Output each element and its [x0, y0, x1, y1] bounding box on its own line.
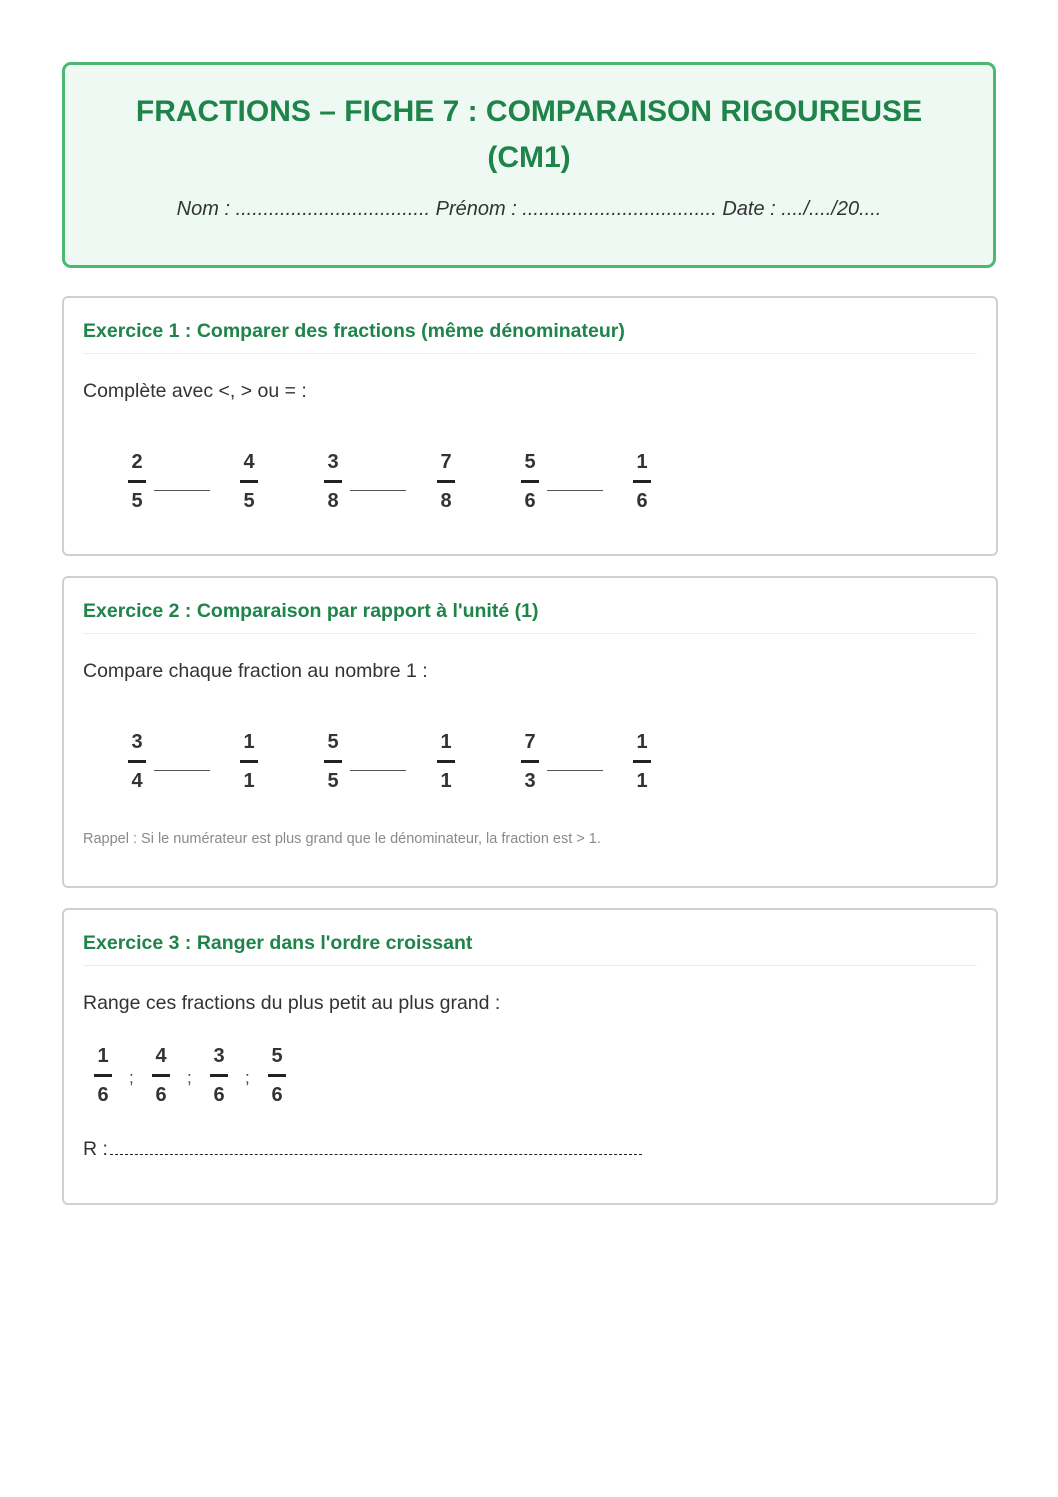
fraction: [92, 1044, 114, 1107]
numerator: 1: [440, 731, 452, 753]
exercise-3-title: Exercice 3 : Ranger dans l'ordre croissant: [83, 932, 977, 966]
separator: ;: [187, 1068, 192, 1087]
fraction: [126, 730, 148, 793]
denominator: 6: [97, 1083, 109, 1106]
exercise-1-comparisons: [64, 450, 996, 520]
comparison-blank[interactable]: [154, 770, 210, 771]
fraction: [322, 450, 344, 513]
answer-label: R :: [83, 1138, 108, 1160]
numerator: 3: [327, 451, 339, 473]
numerator: 7: [440, 451, 452, 473]
fraction: [519, 730, 541, 793]
header-box: [62, 62, 996, 268]
fraction: [322, 730, 344, 793]
numerator: 5: [524, 451, 536, 473]
fraction: [238, 450, 260, 513]
fraction-bar: [268, 1074, 286, 1077]
comparison-blank[interactable]: [547, 770, 603, 771]
numerator: 7: [524, 731, 536, 753]
numerator: 1: [243, 731, 255, 753]
page-title: FRACTIONS – FICHE 7 : COMPARAISON RIGOUREUSE (CM1): [135, 95, 923, 174]
denominator: 8: [327, 489, 339, 512]
fraction-bar: [521, 760, 539, 763]
numerator: 5: [327, 731, 339, 753]
exercise-2-card: [62, 576, 998, 888]
denominator: 1: [440, 769, 452, 792]
fraction-bar: [324, 480, 342, 483]
fraction-bar: [240, 480, 258, 483]
denominator: 3: [524, 769, 536, 792]
denominator: 1: [243, 769, 255, 792]
exercise-2-instruction: Compare chaque fraction au nombre 1 :: [83, 660, 428, 682]
numerator: 1: [636, 451, 648, 473]
fraction-bar: [94, 1074, 112, 1077]
fractions-to-order: [64, 1044, 996, 1114]
fraction-bar: [633, 480, 651, 483]
denominator: 6: [524, 489, 536, 512]
fraction: [631, 450, 653, 513]
numerator: 4: [155, 1045, 167, 1067]
denominator: 8: [440, 489, 452, 512]
fraction: [631, 730, 653, 793]
exercise-2-title: Exercice 2 : Comparaison par rapport à l'unité (1): [83, 600, 977, 634]
exercise-3-card: [62, 908, 998, 1205]
numerator: 1: [636, 731, 648, 753]
denominator: 6: [636, 489, 648, 512]
numerator: 3: [213, 1045, 225, 1067]
fraction-bar: [128, 480, 146, 483]
exercise-3-instruction: Range ces fractions du plus petit au plus grand :: [83, 992, 501, 1014]
fraction-bar: [324, 760, 342, 763]
numerator: 3: [131, 731, 143, 753]
numerator: 5: [271, 1045, 283, 1067]
fraction: [208, 1044, 230, 1107]
answer-row: [83, 1138, 642, 1161]
fraction-bar: [437, 480, 455, 483]
fraction-bar: [633, 760, 651, 763]
comparison-blank[interactable]: [154, 490, 210, 491]
fraction-bar: [437, 760, 455, 763]
exercise-1-card: [62, 296, 998, 556]
denominator: 4: [131, 769, 143, 792]
fraction: [435, 450, 457, 513]
fraction: [238, 730, 260, 793]
numerator: 1: [97, 1045, 109, 1067]
fraction-bar: [210, 1074, 228, 1077]
numerator: 2: [131, 451, 143, 473]
fraction: [519, 450, 541, 513]
denominator: 5: [243, 489, 255, 512]
denominator: 6: [155, 1083, 167, 1106]
fraction: [126, 450, 148, 513]
denominator: 5: [131, 489, 143, 512]
denominator: 6: [271, 1083, 283, 1106]
fraction-bar: [240, 760, 258, 763]
comparison-blank[interactable]: [350, 490, 406, 491]
fraction: [435, 730, 457, 793]
fraction-bar: [152, 1074, 170, 1077]
identity-line: Nom : ................................... Prénom : ................................... Date : ..../..../20....: [176, 198, 882, 220]
answer-line[interactable]: [110, 1140, 642, 1155]
fraction-bar: [128, 760, 146, 763]
separator: ;: [245, 1068, 250, 1087]
fraction: [150, 1044, 172, 1107]
exercise-1-instruction: Complète avec <, > ou = :: [83, 380, 307, 402]
comparison-blank[interactable]: [547, 490, 603, 491]
numerator: 4: [243, 451, 255, 473]
reminder-note: Rappel : Si le numérateur est plus grand que le dénominateur, la fraction est > 1.: [83, 831, 601, 847]
exercise-1-title: Exercice 1 : Comparer des fractions (même dénominateur): [83, 320, 977, 354]
comparison-blank[interactable]: [350, 770, 406, 771]
exercise-2-comparisons: [64, 730, 996, 800]
fraction: [266, 1044, 288, 1107]
denominator: 6: [213, 1083, 225, 1106]
denominator: 1: [636, 769, 648, 792]
fraction-bar: [521, 480, 539, 483]
denominator: 5: [327, 769, 339, 792]
separator: ;: [129, 1068, 134, 1087]
